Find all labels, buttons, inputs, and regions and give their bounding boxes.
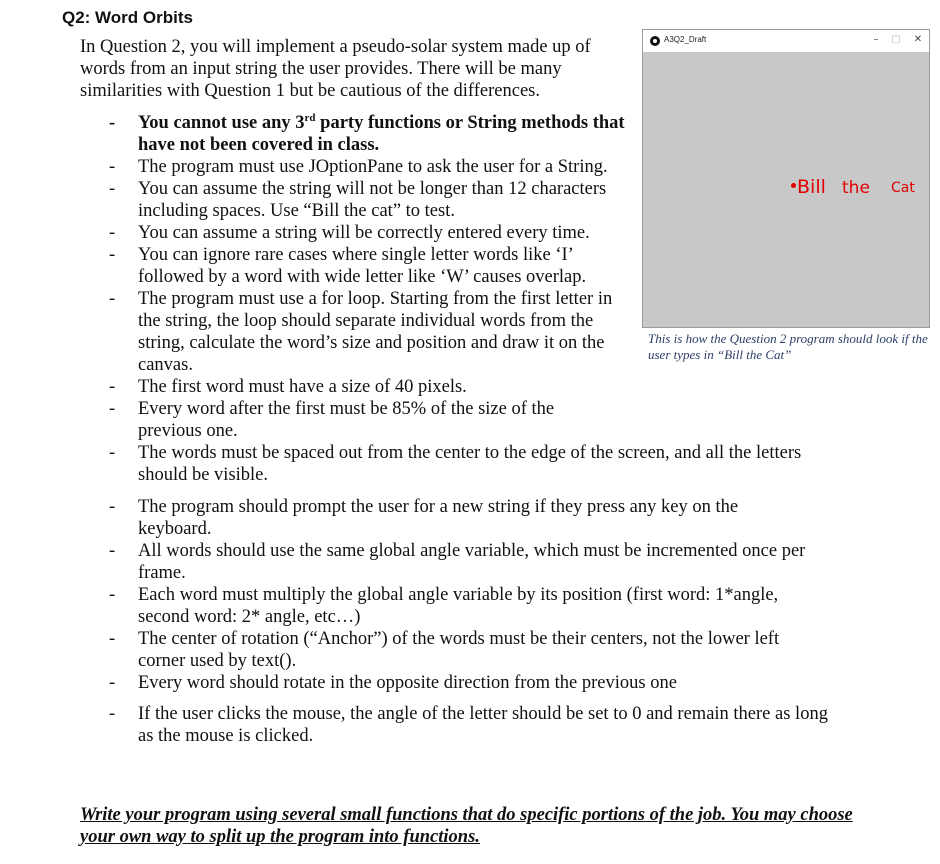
list-item: - You can assume the string will not be longer than 12 characters including spaces. Use “Bill the cat” to test. [104, 178, 634, 222]
window-title: A3Q2_Draft [664, 35, 707, 44]
intro-paragraph: In Question 2, you will implement a pseudo-solar system made up of words from an input string the user provides. There will be many similarities with Question 1 but be cautious of the differences. [80, 37, 591, 101]
list-item: - The words must be spaced out from the center to the edge of the screen, and all the letters should be visible. [104, 442, 838, 486]
list-item: - You can ignore rare cases where single letter words like ‘I’ followed by a word with wide letter like ‘W’ causes overlap. [104, 244, 634, 288]
maximize-icon[interactable]: □ [891, 34, 901, 45]
ordinal-superscript: rd [304, 111, 316, 124]
window-titlebar[interactable] [643, 30, 929, 52]
list-item: - The first word must have a size of 40 pixels. [104, 376, 634, 398]
bullet-dot-icon [791, 183, 796, 188]
sketch-window [642, 29, 930, 328]
figure-caption: This is how the Question 2 program should look if the user types in “Bill the Cat” [648, 331, 928, 362]
processing-app-icon [650, 36, 660, 46]
list-item: - If the user clicks the mouse, the angle of the letter should be set to 0 and remain there as long as the mouse is clicked. [104, 703, 828, 747]
list-item: - The center of rotation (“Anchor”) of the words must be their centers, not the lower left corner used by text(). [104, 628, 828, 672]
list-item: - Every word should rotate in the opposite direction from the previous one [104, 672, 838, 694]
minimize-icon[interactable]: – [873, 34, 879, 45]
list-item [104, 112, 634, 156]
bullet-text: You cannot use any 3 [138, 113, 305, 133]
list-item: - Every word after the first must be 85% of the size of the previous one. [104, 398, 608, 442]
list-item: - The program must use a for loop. Starting from the first letter in the string, the loop should separate individual words from the string, calculate the word’s size and position and draw it on the canvas. [104, 288, 634, 376]
list-item: - Each word must multiply the global angle variable by its position (first word: 1*angle, second word: 2* angle, etc…) [104, 584, 828, 628]
page-title: Q2: Word Orbits [62, 8, 193, 27]
list-item: - All words should use the same global angle variable, which must be incremented once per frame. [104, 540, 828, 584]
list-item: - The program should prompt the user for a new string if they press any key on the keyboard. [104, 496, 798, 540]
orbit-word-1: Bill [797, 176, 826, 198]
orbit-word-3: Cat [891, 180, 915, 196]
close-icon[interactable]: ✕ [913, 34, 923, 45]
orbit-word-2: the [842, 178, 870, 198]
list-item: - You can assume a string will be correctly entered every time. [104, 222, 634, 244]
bullet-text: party functions or String methods that have not been covered in class. [138, 113, 625, 155]
footer-instruction: Write your program using several small functions that do specific portions of the job. You may choose your own way to split up the program into functions. [80, 805, 853, 847]
list-item: - The program must use JOptionPane to ask the user for a String. [104, 156, 634, 178]
